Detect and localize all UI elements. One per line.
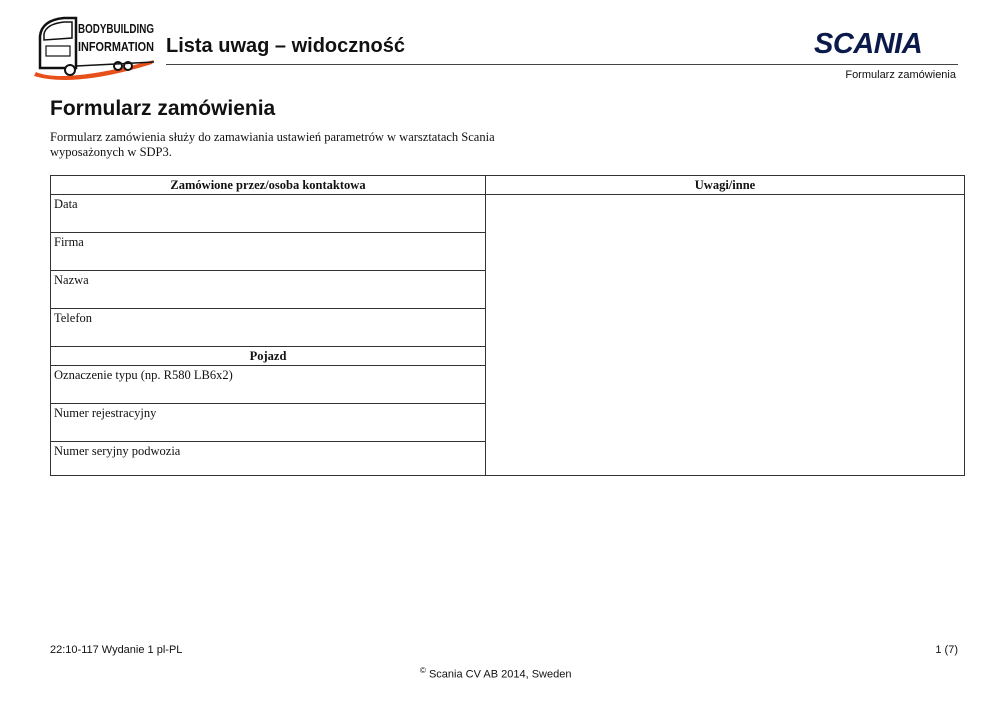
field-registration-number[interactable]: Numer rejestracyjny — [51, 404, 485, 442]
intro-text: Formularz zamówienia służy do zamawiania ustawień parametrów w warsztatach Scania wyposażonych w SDP3. — [50, 130, 495, 159]
remarks-area[interactable] — [486, 195, 964, 476]
form-right-column — [486, 176, 964, 475]
field-name[interactable]: Nazwa — [51, 271, 485, 309]
logo-line1-text: BODYBUILDING — [78, 21, 154, 36]
field-type-designation[interactable]: Oznaczenie typu (np. R580 LB6x2) — [51, 366, 485, 404]
field-chassis-number[interactable]: Numer seryjny podwozia — [54, 444, 181, 458]
field-date[interactable]: Data — [51, 195, 485, 233]
scania-logo: SCANIA — [814, 28, 923, 60]
remarks-header: Uwagi/inne — [486, 176, 964, 195]
copyright-text: Scania CV AB 2014, Sweden — [428, 668, 572, 681]
ordered-by-header: Zamówione przez/osoba kontaktowa — [51, 176, 485, 195]
header-subtitle: Formularz zamówienia — [845, 69, 956, 81]
page-title: Formularz zamówienia — [50, 97, 276, 120]
bodybuilding-information-logo — [34, 12, 158, 82]
logo-line2-text: INFORMATION — [78, 39, 154, 54]
footer-page-number: 1 (7) — [935, 644, 958, 656]
footer-copyright — [420, 666, 571, 681]
form-left-column — [51, 176, 486, 475]
field-phone[interactable]: Telefon — [51, 309, 485, 347]
footer-document-id: 22:10-117 Wydanie 1 pl-PL — [50, 644, 183, 656]
copyright-symbol: © — [420, 666, 426, 675]
order-form — [50, 175, 965, 476]
header-title: Lista uwag – widoczność — [166, 35, 405, 57]
field-company[interactable]: Firma — [51, 233, 485, 271]
vehicle-header: Pojazd — [51, 347, 485, 366]
header-divider — [166, 64, 958, 65]
